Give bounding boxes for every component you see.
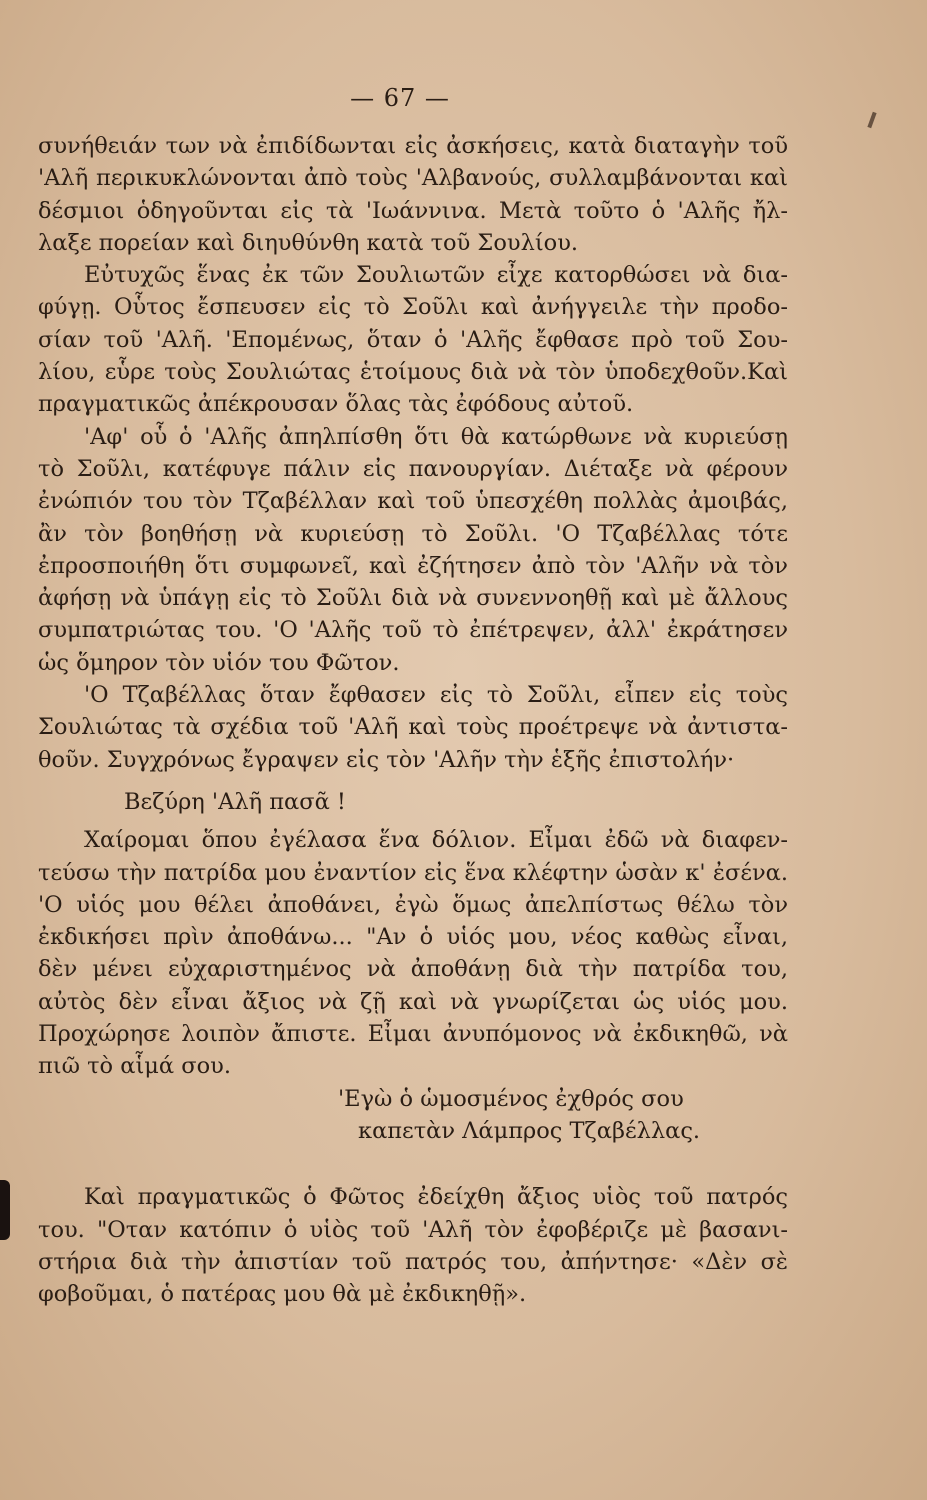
text-line: ἐκδικήσει πρὶν ἀποθάνω... "Αν ὁ υἱός μου, νέος καθὼς εἶναι,	[38, 924, 788, 951]
text-line: τὸ Σοῦλι, κατέφυγε πάλιν εἰς πανουργίαν. Διέταξε νὰ φέρουν	[38, 455, 788, 482]
text-line: ὡς ὅμηρον τὸν υἱόν του Φῶτον.	[38, 649, 400, 676]
text-line: Χαίρομαι ὅπου ἐγέλασα ἕνα δόλιον. Εἶμαι ἐδῶ νὰ διαφεν-	[84, 827, 788, 854]
text-line: στήρια διὰ τὴν ἀπιστίαν τοῦ πατρός του, ἀπήντησε· «Δὲν σὲ	[38, 1248, 788, 1275]
text-line: δὲν μένει εὐχαριστημένος νὰ ἀποθάνῃ διὰ τὴν πατρίδα του,	[38, 956, 788, 983]
text-line: ἂν τὸν βοηθήσῃ νὰ κυριεύσῃ τὸ Σοῦλι. 'Ο Τζαβέλλας τότε	[38, 520, 788, 547]
text-line: λαξε πορείαν καὶ διηυθύνθη κατὰ τοῦ Σουλίου.	[38, 229, 579, 256]
text-line: ἀφήσῃ νὰ ὑπάγῃ εἰς τὸ Σοῦλι διὰ νὰ συνεννοηθῇ καὶ μὲ ἄλλους	[38, 585, 788, 612]
text-line: πραγματικῶς ἀπέκρουσαν ὅλας τὰς ἐφόδους αὐτοῦ.	[38, 391, 634, 418]
text-line: Εὐτυχῶς ἕνας ἐκ τῶν Σουλιωτῶν εἶχε κατορθώσει νὰ δια-	[84, 262, 788, 289]
text-line: σίαν τοῦ 'Αλῆ. 'Επομένως, ὅταν ὁ 'Αλῆς ἔφθασε πρὸ τοῦ Σου-	[38, 326, 788, 353]
text-line: συμπατριώτας του. 'Ο 'Αλῆς τοῦ τὸ ἐπέτρεψεν, ἀλλ' ἐκράτησεν	[38, 617, 788, 644]
letter-salutation: Βεζύρη 'Αλῆ πασᾶ !	[124, 788, 346, 815]
text-line: ἐνώπιόν του τὸν Τζαβέλλαν καὶ τοῦ ὑπεσχέθη πολλὰς ἀμοιβάς,	[38, 488, 788, 515]
binding-mark	[0, 1180, 10, 1240]
text-line: 'Ο Τζαβέλλας ὅταν ἔφθασεν εἰς τὸ Σοῦλι, εἶπεν εἰς τοὺς	[84, 682, 788, 709]
text-line: 'Ο υἱός μου θέλει ἀποθάνει, ἐγὼ ὅμως ἀπελπίστως θέλω τὸν	[38, 891, 788, 918]
text-line: φύγῃ. Οὗτος ἔσπευσεν εἰς τὸ Σοῦλι καὶ ἀνήγγειλε τὴν προδο-	[38, 294, 788, 321]
text-line: αὐτὸς δὲν εἶναι ἄξιος νὰ ζῇ καὶ νὰ γνωρίζεται ὡς υἱός μου.	[38, 988, 788, 1015]
text-line: φοβοῦμαι, ὁ πατέρας μου θὰ μὲ ἐκδικηθῇ».	[38, 1281, 527, 1308]
page-number: — 67 —	[350, 84, 450, 112]
paragraph-gap	[38, 1147, 788, 1181]
text-line: Καὶ πραγματικῶς ὁ Φῶτος ἐδείχθη ἄξιος υἱὸς τοῦ πατρός	[84, 1184, 788, 1211]
text-line: δέσμιοι ὁδηγοῦνται εἰς τὰ 'Ιωάννινα. Μετὰ τοῦτο ὁ 'Αλῆς ἤλ-	[38, 197, 788, 224]
text-line: Προχώρησε λοιπὸν ἄπιστε. Εἶμαι ἀνυπόμονος νὰ ἐκδικηθῶ, νὰ	[38, 1021, 788, 1048]
text-line: συνήθειάν των νὰ ἐπιδίδωνται εἰς ἀσκήσεις, κατὰ διαταγὴν τοῦ	[38, 133, 788, 159]
letter-signature-name: καπετὰν Λάμπρος Τζαβέλλας.	[358, 1117, 701, 1144]
text-line: θοῦν. Συγχρόνως ἔγραψεν εἰς τὸν 'Αλῆν τὴν ἑξῆς ἐπιστολήν·	[38, 746, 735, 773]
text-line: 'Αφ' οὗ ὁ 'Αλῆς ἀπηλπίσθη ὅτι θὰ κατώρθωνε νὰ κυριεύσῃ	[84, 423, 788, 450]
text-line: τεύσω τὴν πατρίδα μου ἐναντίον εἰς ἕνα κλέφτην ὡσὰν κ' ἐσένα.	[38, 859, 788, 886]
text-line: πιῶ τὸ αἷμά σου.	[38, 1053, 231, 1080]
text-line: 'Αλῆ περικυκλώνονται ἀπὸ τοὺς 'Αλβανούς, συλλαμβάνονται καὶ	[38, 165, 788, 192]
text-line: λίου, εὗρε τοὺς Σουλιώτας ἑτοίμους διὰ νὰ τὸν ὑποδεχθοῦν.Καὶ	[38, 359, 788, 386]
body-text	[38, 130, 788, 1310]
text-line: ἐπροσποιήθη ὅτι συμφωνεῖ, καὶ ἐζήτησεν ἀπὸ τὸν 'Αλῆν νὰ τὸν	[38, 552, 788, 579]
text-line: Σουλιώτας τὰ σχέδια τοῦ 'Αλῆ καὶ τοὺς προέτρεψε νὰ ἀντιστα-	[38, 714, 788, 741]
ink-mark	[867, 112, 876, 128]
letter-signature: 'Εγὼ ὁ ὡμοσμένος ἐχθρός σου	[338, 1085, 684, 1112]
text-line: του. "Οταν κατόπιν ὁ υἱὸς τοῦ 'Αλῆ τὸν ἐφοβέριζε μὲ βασανι-	[38, 1216, 788, 1243]
